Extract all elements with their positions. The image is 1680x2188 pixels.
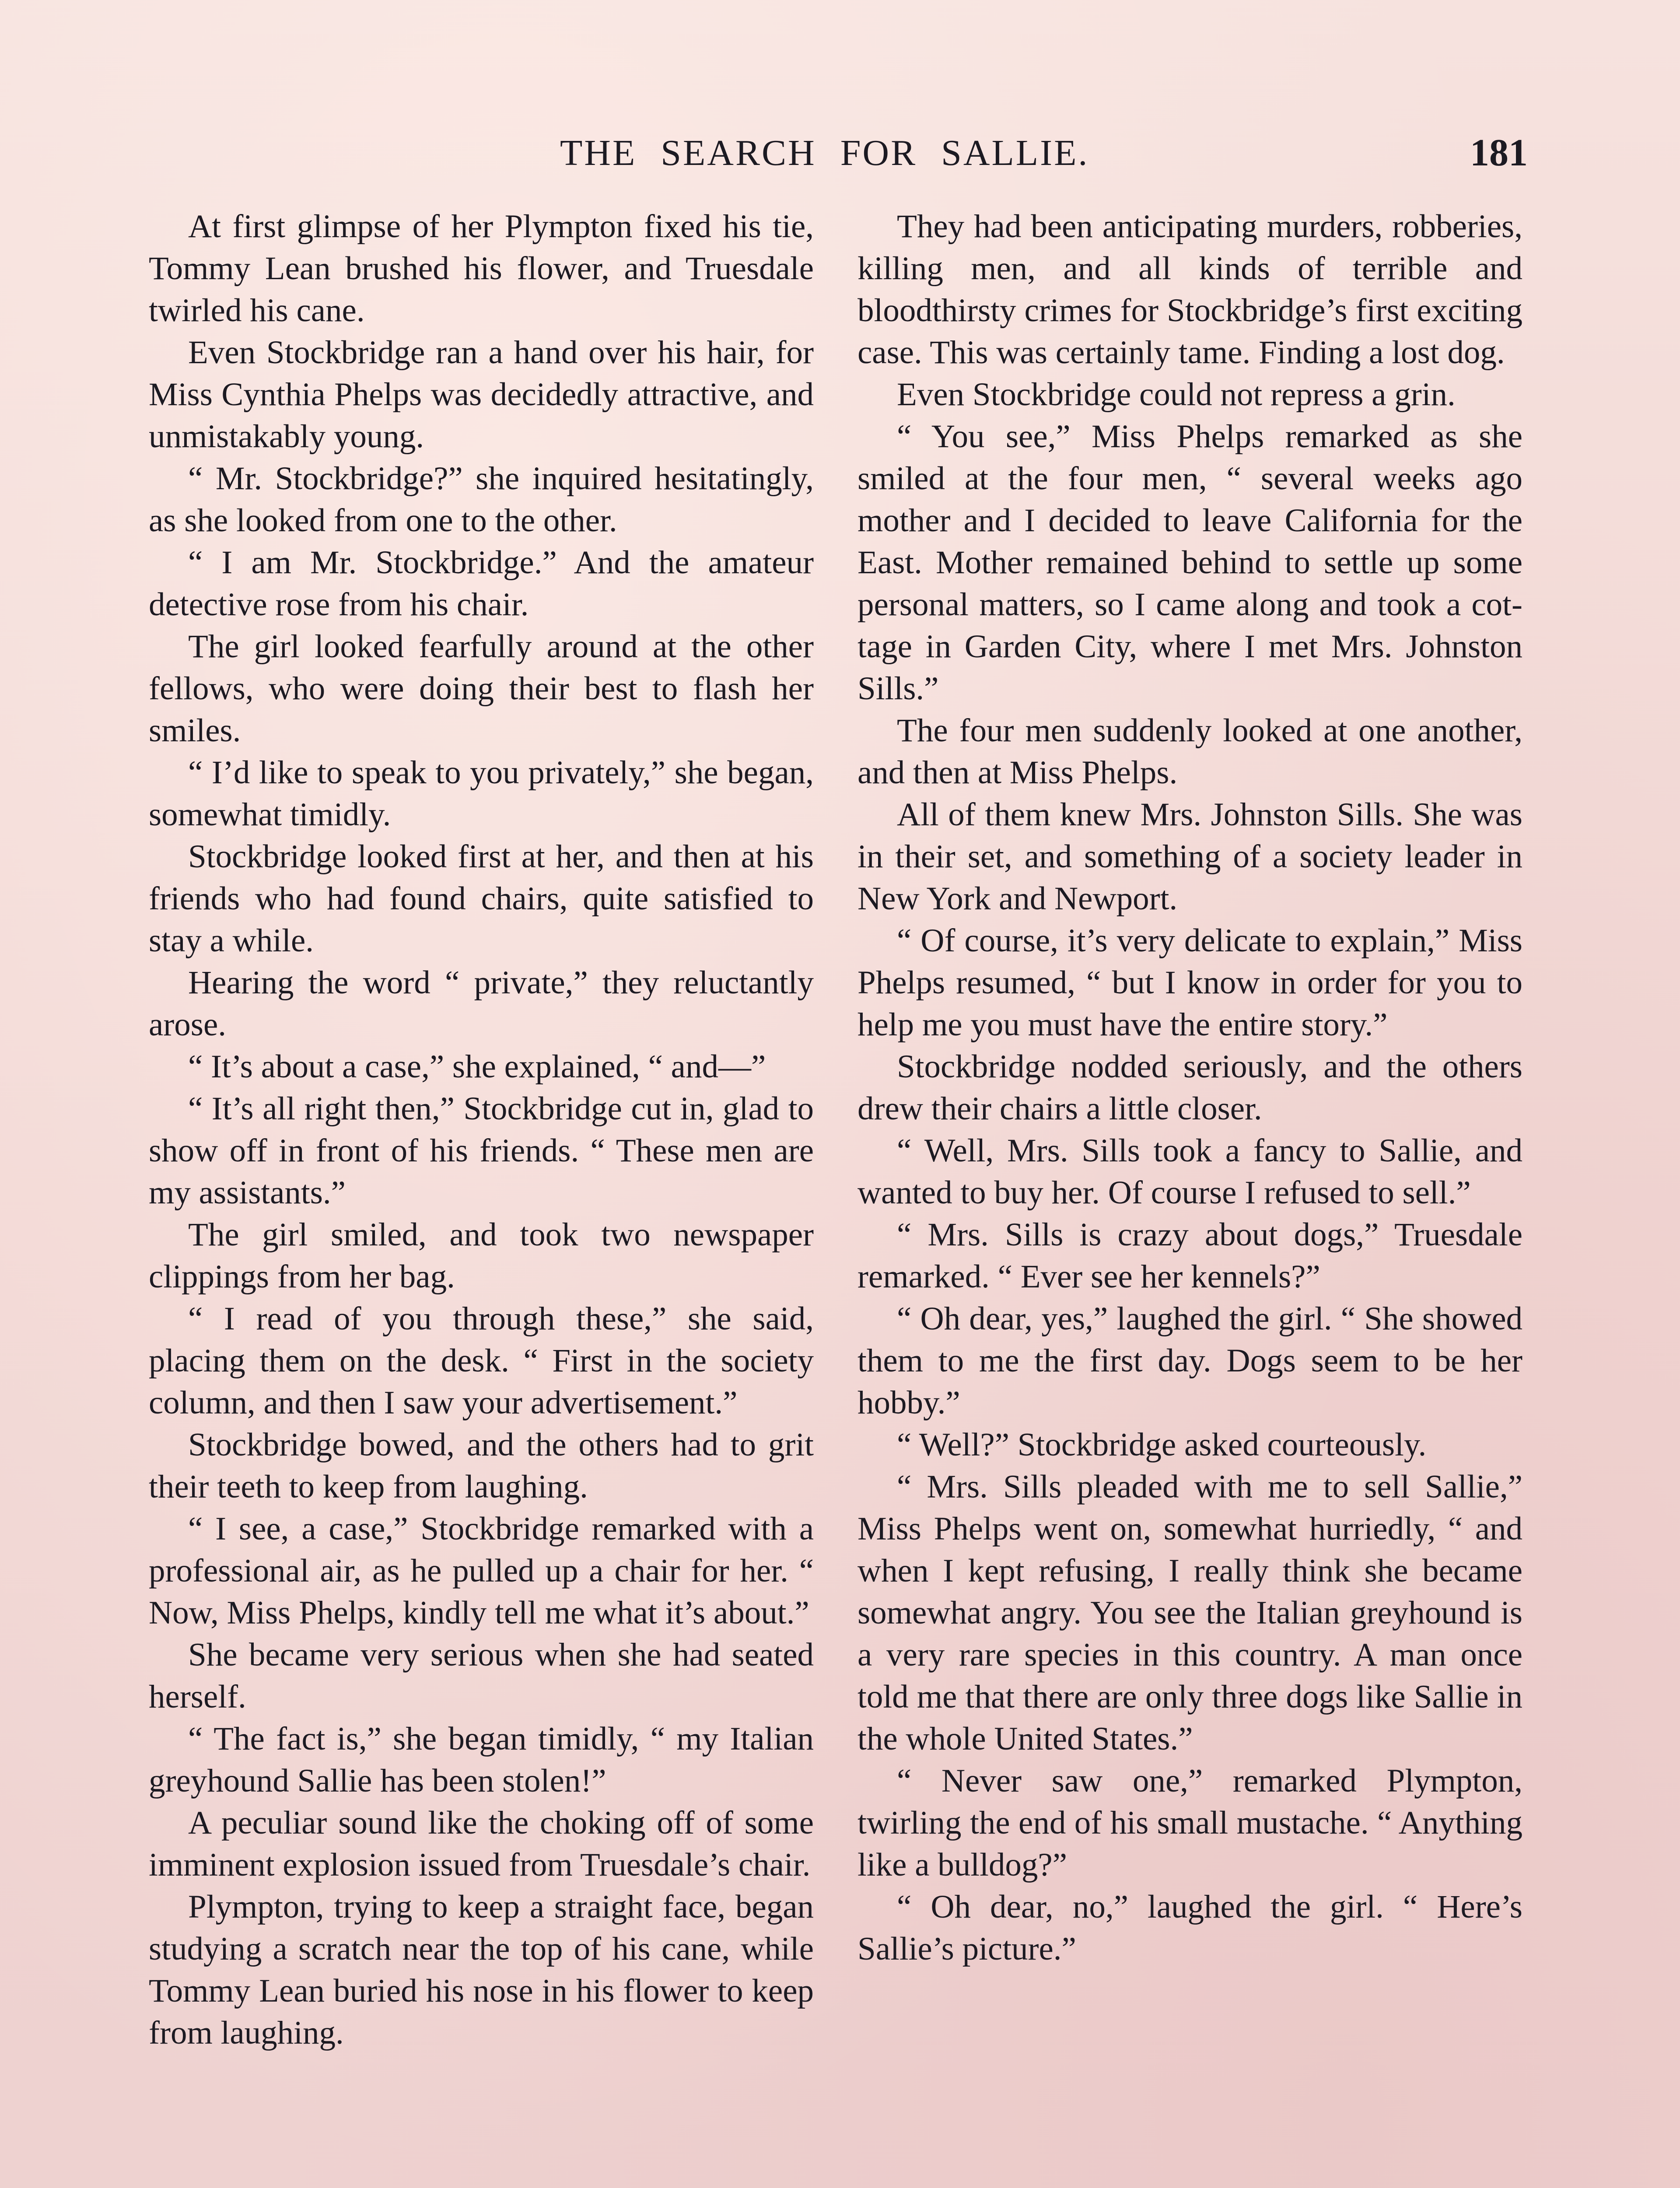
right-column — [858, 206, 1522, 1970]
left-column — [149, 206, 814, 2054]
paragraph: “ Oh dear, no,” laughed the girl. “ Here’s Sallie’s picture.” — [858, 1889, 1522, 1967]
paragraph: “ I read of you through these,” she said, placing them on the desk. “ First in the society column, and then I saw your advertisement.” — [149, 1301, 814, 1421]
paragraph: “ Mrs. Sills is crazy about dogs,” Truesdale remarked. “ Ever see her kennels?” — [858, 1217, 1522, 1295]
paragraph: She became very serious when she had seated herself. — [149, 1637, 814, 1715]
paragraph: Hearing the word “ private,” they reluctantly arose. — [149, 964, 814, 1043]
paragraph: They had been anticipating murders, robberies, killing men, and all kinds of terrible and bloodthirsty crimes for Stockbridge’s first exciting case. This was certainly tame. Finding a lost dog. — [858, 208, 1522, 371]
paragraph: “ Well?” Stockbridge asked courteously. — [897, 1427, 1427, 1463]
paragraph: “ Well, Mrs. Sills took a fancy to Sallie, and wanted to buy her. Of course I refused to sell.” — [858, 1133, 1522, 1211]
paragraph: “ It’s about a case,” she explained, “ and—” — [188, 1048, 766, 1085]
paragraph: Stockbridge looked first at her, and then at his friends who had found chairs, quite satisfied to stay a while. — [149, 838, 814, 959]
paragraph: At first glimpse of her Plympton fixed his tie, Tommy Lean brushed his flower, and Truesdale twirled his cane. — [149, 208, 814, 329]
paragraph: “ I’d like to speak to you privately,” she began, somewhat timidly. — [149, 754, 814, 833]
page-number: 181 — [1470, 132, 1528, 174]
paragraph: “ The fact is,” she began timidly, “ my Italian greyhound Sallie has been stolen!” — [149, 1721, 814, 1799]
paragraph: “ Oh dear, yes,” laughed the girl. “ She showed them to me the first day. Dogs seem to be her hobby.” — [858, 1301, 1522, 1421]
paragraph: Even Stockbridge could not repress a grin. — [897, 376, 1456, 413]
paragraph: “ Mr. Stockbridge?” she inquired hesitatingly, as she looked from one to the other. — [149, 460, 814, 539]
paragraph: “ I am Mr. Stockbridge.” And the amateur detective rose from his chair. — [149, 544, 814, 623]
paragraph: Stockbridge bowed, and the others had to grit their teeth to keep from laughing. — [149, 1427, 814, 1505]
page-header — [0, 127, 1680, 179]
paragraph: “ Never saw one,” remarked Plympton, twirling the end of his small mustache. “ Anything like a bulldog?” — [858, 1763, 1522, 1883]
paragraph: Plympton, trying to keep a straight face, began studying a scratch near the top of his cane, while Tommy Lean buried his nose in his flower to keep from laughing. — [149, 1889, 814, 2051]
paragraph: The girl looked fearfully around at the other fellows, who were doing their best to flash her smiles. — [149, 628, 814, 749]
running-title: THE SEARCH FOR SALLIE. — [560, 133, 1089, 173]
paragraph: “ It’s all right then,” Stockbridge cut in, glad to show off in front of his friends. “ These men are my assistants.” — [149, 1090, 814, 1211]
paragraph: A peculiar sound like the choking off of some imminent explosion issued from Truesdale’s chair. — [149, 1805, 814, 1883]
paragraph: “ You see,” Miss Phelps remarked as she smiled at the four men, “ several weeks ago mother and I decided to leave California for the East. Mother remained behind to settle up some personal matters, so I came along and took a cottage in Garden City, where I met Mrs. Johnston Sills.” — [858, 418, 1522, 707]
paragraph: “ Of course, it’s very delicate to explain,” Miss Phelps resumed, “ but I know in order for you to help me you must have the entire story.” — [858, 922, 1522, 1043]
paragraph: Even Stockbridge ran a hand over his hair, for Miss Cynthia Phelps was decidedly attractive, and unmistakably young. — [149, 334, 814, 455]
paragraph: Stockbridge nodded seriously, and the others drew their chairs a little closer. — [858, 1048, 1522, 1127]
paragraph: “ Mrs. Sills pleaded with me to sell Sallie,” Miss Phelps went on, somewhat hurriedly, “ and when I kept refusing, I really think she became somewhat angry. You see the Italian greyhound is a very rare species in this country. A man once told me that there are only three dogs like Sallie in the whole United States.” — [858, 1469, 1522, 1757]
paragraph: “ I see, a case,” Stockbridge remarked with a professional air, as he pulled up a chair for her. “ Now, Miss Phelps, kindly tell me what it’s about.” — [149, 1511, 814, 1631]
paragraph: All of them knew Mrs. Johnston Sills. She was in their set, and something of a society leader in New York and Newport. — [858, 796, 1522, 917]
paragraph: The girl smiled, and took two newspaper clippings from her bag. — [149, 1217, 814, 1295]
paragraph: The four men suddenly looked at one another, and then at Miss Phelps. — [858, 712, 1522, 791]
